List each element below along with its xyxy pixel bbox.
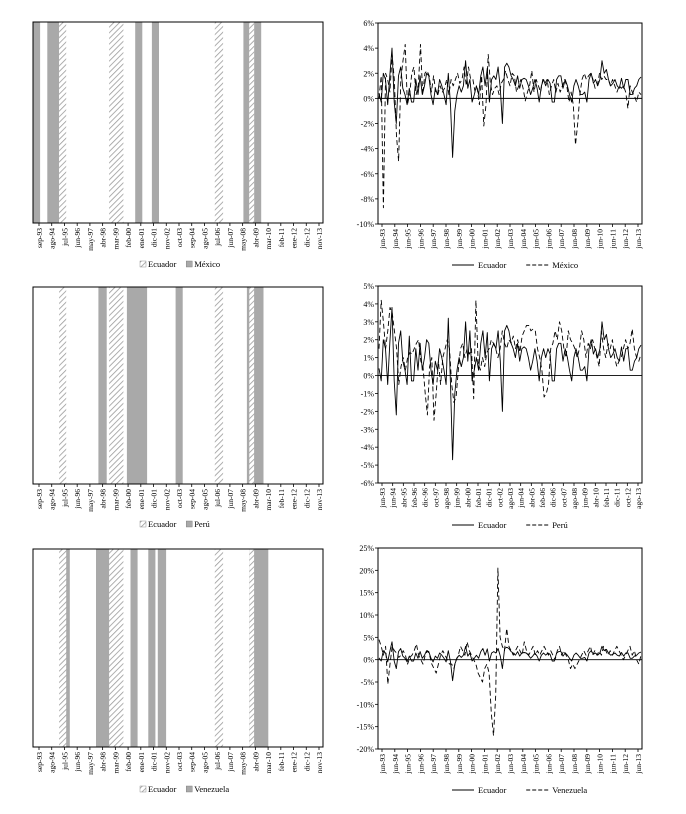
- y-tick-label: -5%: [360, 678, 374, 687]
- x-tick-label: jun-11: [608, 229, 618, 249]
- x-tick-label: mar-10: [264, 228, 274, 250]
- x-tick-label: jun-08: [570, 229, 579, 249]
- series-line-ecuador: [379, 308, 641, 460]
- y-tick-label: -8%: [360, 194, 374, 204]
- ecuador-period-bar: [109, 287, 123, 484]
- x-tick-label: feb-00: [124, 489, 134, 509]
- x-tick-label: jul-06: [213, 489, 223, 507]
- x-tick-label: sep-93: [35, 228, 44, 248]
- x-tick-label: jun-05: [531, 229, 541, 249]
- other-period-bar: [176, 287, 183, 484]
- x-tick-label: ago-13: [634, 488, 643, 509]
- x-tick-label: ene-12: [289, 489, 299, 510]
- ecuador-period-bar: [215, 22, 223, 223]
- x-tick-label: sep-04: [187, 228, 197, 248]
- legend-label: Ecuador: [478, 520, 507, 530]
- x-tick-label: ago-94: [47, 228, 57, 249]
- chart-1: [33, 22, 324, 269]
- y-tick-label: -2%: [360, 119, 374, 129]
- x-tick-label: oct-97: [431, 488, 441, 508]
- x-tick-label: abr-09: [251, 489, 261, 509]
- x-tick-label: jun-97: [429, 229, 439, 249]
- legend: [452, 520, 569, 530]
- x-tick-label: jun-01: [480, 754, 490, 774]
- legend-swatch: [186, 261, 192, 267]
- ecuador-period-bar: [249, 549, 254, 747]
- x-tick-label: jun-09: [582, 229, 592, 249]
- x-tick-label: mar-10: [264, 752, 274, 774]
- other-period-bar: [131, 549, 138, 747]
- x-tick-label: jun-96: [73, 228, 83, 248]
- x-tick-label: may-08: [238, 752, 248, 775]
- x-tick-label: jun-04: [518, 754, 528, 774]
- other-period-bar: [47, 22, 59, 223]
- y-tick-label: -20%: [356, 745, 374, 754]
- other-period-bar: [33, 22, 40, 223]
- x-tick-label: jun-05: [531, 754, 541, 774]
- x-tick-label: dic-01: [484, 488, 494, 508]
- x-tick-label: ene-12: [289, 752, 299, 773]
- x-tick-label: jun-99: [454, 229, 464, 249]
- x-tick-label: ago-08: [570, 488, 579, 509]
- x-tick-label: mar-10: [264, 489, 274, 511]
- x-tick-label: ago-03: [506, 488, 515, 509]
- x-tick-label: ago-94: [47, 489, 57, 510]
- x-tick-label: feb-11: [602, 488, 611, 508]
- x-tick-label: may-08: [238, 489, 248, 512]
- legend-label: Ecuador: [148, 519, 177, 529]
- x-tick-label: jun-98: [442, 754, 451, 774]
- x-tick-label: jun-98: [442, 229, 451, 249]
- y-tick-label: 10%: [359, 611, 374, 620]
- other-period-bar: [254, 22, 261, 223]
- chart-2: [357, 19, 643, 270]
- y-tick-label: -10%: [356, 700, 374, 710]
- legend: [140, 784, 229, 794]
- x-tick-label: jun-07: [557, 229, 567, 249]
- legend-swatch: [140, 261, 146, 267]
- x-tick-label: jul-95: [60, 752, 70, 770]
- x-tick-label: jun-07: [225, 489, 235, 509]
- x-tick-label: dic-11: [612, 488, 622, 507]
- x-tick-label: jun-01: [480, 229, 490, 249]
- ecuador-period-bar: [59, 22, 66, 223]
- y-tick-label: -3%: [360, 425, 374, 435]
- x-tick-label: abr-09: [251, 752, 261, 772]
- legend-label: Venezuela: [194, 784, 230, 794]
- other-period-bar: [243, 22, 249, 223]
- y-tick-label: -6%: [360, 169, 374, 179]
- other-period-bar: [158, 549, 166, 747]
- x-tick-label: jul-06: [213, 228, 223, 246]
- x-tick-label: sep-04: [187, 489, 197, 509]
- legend-swatch: [186, 521, 192, 527]
- legend-swatch: [140, 786, 146, 792]
- x-tick-label: dic-06: [548, 488, 558, 508]
- plot-frame: [378, 286, 642, 483]
- x-tick-label: nov-13: [315, 489, 324, 511]
- x-tick-label: jun-97: [429, 754, 439, 774]
- legend-label: Ecuador: [148, 784, 177, 794]
- x-tick-label: jun-94: [390, 229, 400, 249]
- y-tick-label: 3%: [363, 317, 374, 327]
- y-tick-label: -15%: [356, 722, 374, 732]
- x-tick-label: jun-02: [493, 754, 503, 774]
- y-tick-label: 2%: [363, 335, 374, 345]
- y-tick-label: 5%: [363, 282, 374, 291]
- x-tick-label: nov-13: [315, 228, 324, 250]
- x-tick-label: abr-98: [98, 489, 108, 509]
- y-tick-label: -2%: [360, 407, 374, 417]
- x-tick-label: jun-13: [634, 229, 643, 249]
- x-tick-label: oct-02: [495, 488, 505, 508]
- x-tick-label: dic-01: [149, 752, 159, 772]
- x-tick-label: abr-95: [399, 488, 409, 508]
- x-tick-label: jun-96: [73, 489, 83, 509]
- x-tick-label: nov-13: [315, 752, 324, 774]
- x-tick-label: abr-98: [98, 228, 108, 248]
- x-tick-label: oct-07: [559, 488, 569, 508]
- x-tick-label: may-97: [85, 752, 95, 775]
- x-tick-label: feb-06: [538, 488, 547, 508]
- legend: [140, 519, 211, 529]
- ecuador-period-bar: [59, 287, 66, 484]
- ecuador-period-bar: [249, 287, 254, 484]
- x-tick-label: oct-12: [623, 488, 633, 508]
- ecuador-period-bar: [109, 549, 123, 747]
- x-tick-label: jun-08: [570, 754, 579, 774]
- legend-label: Ecuador: [148, 259, 177, 269]
- y-tick-label: -10%: [356, 220, 374, 229]
- x-tick-label: mar-99: [111, 489, 121, 511]
- legend: [452, 785, 587, 795]
- y-tick-label: 25%: [359, 544, 374, 553]
- x-tick-label: sep-04: [187, 752, 197, 772]
- legend-label: Venezuela: [552, 785, 588, 795]
- legend-label: Ecuador: [478, 260, 507, 270]
- chart-3: [33, 287, 324, 529]
- x-tick-label: oct-03: [175, 489, 184, 509]
- series-line-other: [379, 44, 641, 207]
- x-tick-label: feb-00: [124, 752, 134, 772]
- x-tick-label: jun-96: [416, 754, 426, 774]
- plot-area: [33, 549, 323, 747]
- x-tick-label: ene-01: [136, 228, 146, 249]
- series-line-ecuador: [379, 48, 641, 157]
- x-tick-label: may-08: [238, 227, 248, 251]
- x-tick-label: jun-93: [378, 488, 387, 508]
- y-tick-label: 2%: [363, 69, 374, 79]
- ecuador-period-bar: [109, 22, 123, 223]
- x-tick-label: may-97: [85, 228, 95, 251]
- y-tick-label: 0%: [363, 94, 374, 104]
- chart-4: [361, 282, 643, 530]
- x-tick-label: ene-01: [136, 752, 146, 773]
- x-tick-label: jun-95: [403, 754, 413, 774]
- x-tick-label: dic-12: [302, 489, 312, 509]
- x-tick-label: jun-07: [225, 752, 235, 772]
- x-tick-label: jun-04: [518, 229, 528, 249]
- ecuador-period-bar: [215, 287, 223, 484]
- y-tick-label: 0%: [363, 371, 374, 381]
- x-tick-label: jul-06: [213, 752, 223, 770]
- y-tick-label: -6%: [360, 479, 374, 488]
- legend-label: Ecuador: [478, 785, 507, 795]
- legend: [452, 260, 578, 270]
- y-tick-label: 0%: [363, 655, 374, 665]
- x-tick-label: nov-02: [162, 752, 172, 774]
- legend-label: Perú: [552, 520, 568, 530]
- x-tick-label: jun-95: [403, 229, 413, 249]
- other-period-bar: [135, 22, 142, 223]
- x-tick-label: abr-00: [463, 488, 473, 508]
- x-tick-label: jun-94: [388, 488, 398, 508]
- x-tick-label: jun-07: [557, 754, 567, 774]
- x-tick-label: feb-96: [410, 488, 419, 508]
- x-tick-label: mar-99: [111, 228, 121, 250]
- x-tick-label: jun-12: [621, 754, 631, 774]
- x-tick-label: jun-96: [73, 752, 83, 772]
- x-tick-label: abr-10: [591, 488, 601, 508]
- x-tick-label: dic-96: [420, 488, 430, 508]
- x-tick-label: mar-99: [111, 752, 121, 774]
- x-tick-label: jun-99: [454, 754, 464, 774]
- y-tick-label: 4%: [363, 299, 374, 309]
- ecuador-period-bar: [249, 22, 254, 223]
- x-tick-label: jun-96: [416, 229, 426, 249]
- other-period-bar: [148, 549, 155, 747]
- other-period-bar: [152, 22, 159, 223]
- x-tick-label: jun-00: [467, 229, 477, 249]
- x-tick-label: sep-93: [35, 752, 44, 772]
- x-tick-label: jun-09: [580, 488, 590, 508]
- x-tick-label: oct-03: [175, 228, 184, 248]
- x-tick-label: jun-09: [582, 754, 592, 774]
- y-tick-label: 20%: [359, 566, 374, 576]
- x-tick-label: ago-05: [200, 752, 210, 773]
- x-tick-label: jun-06: [544, 754, 554, 774]
- other-period-bar: [98, 287, 106, 484]
- x-tick-label: abr-98: [98, 752, 108, 772]
- x-tick-label: dic-12: [302, 752, 312, 772]
- x-tick-label: ene-01: [136, 489, 146, 510]
- x-tick-label: feb-00: [124, 228, 134, 248]
- x-tick-label: ene-12: [289, 228, 299, 249]
- y-tick-label: 15%: [359, 588, 374, 598]
- x-tick-label: jun-00: [467, 754, 477, 774]
- x-tick-label: jun-03: [506, 229, 515, 249]
- x-tick-label: jun-06: [544, 229, 554, 249]
- x-tick-label: feb-11: [276, 228, 286, 248]
- x-tick-label: abr-05: [527, 488, 537, 508]
- x-tick-label: ago-05: [200, 228, 210, 249]
- legend-swatch: [186, 786, 192, 792]
- x-tick-label: jun-07: [225, 228, 235, 248]
- x-tick-label: jun-94: [390, 754, 400, 774]
- x-tick-label: abr-09: [251, 228, 261, 248]
- other-period-bar: [127, 287, 147, 484]
- x-tick-label: nov-02: [162, 489, 172, 511]
- x-tick-label: jun-93: [378, 754, 387, 774]
- x-tick-label: dic-12: [302, 228, 312, 248]
- x-tick-label: jun-04: [516, 488, 526, 508]
- plot-area: [33, 22, 323, 223]
- ecuador-period-bar: [215, 549, 223, 747]
- x-tick-label: jul-95: [60, 489, 70, 507]
- y-tick-label: 1%: [363, 353, 374, 363]
- x-tick-label: may-97: [85, 489, 95, 512]
- legend-swatch: [140, 521, 146, 527]
- x-tick-label: feb-11: [276, 752, 286, 772]
- y-tick-label: 6%: [363, 19, 374, 28]
- x-tick-label: jun-93: [378, 229, 387, 249]
- x-tick-label: jun-10: [595, 754, 605, 774]
- x-tick-label: oct-03: [175, 752, 184, 772]
- x-tick-label: ago-94: [47, 752, 57, 773]
- ecuador-period-bar: [59, 549, 66, 747]
- legend-label: México: [194, 259, 221, 269]
- x-tick-label: jul-95: [60, 228, 70, 246]
- legend-label: México: [552, 260, 579, 270]
- y-tick-label: -4%: [360, 144, 374, 154]
- y-tick-label: -5%: [360, 461, 374, 471]
- series-line-other: [379, 568, 641, 736]
- y-tick-label: 5%: [363, 633, 374, 643]
- y-tick-label: 4%: [363, 44, 374, 54]
- chart-5: [33, 549, 324, 794]
- x-tick-label: ago-98: [442, 488, 451, 509]
- x-tick-label: jun-03: [506, 754, 515, 774]
- x-tick-label: feb-11: [276, 489, 286, 509]
- x-tick-label: jun-10: [595, 229, 605, 249]
- y-tick-label: -1%: [360, 389, 374, 399]
- x-tick-label: feb-01: [474, 488, 483, 508]
- y-tick-label: -4%: [360, 443, 374, 453]
- series-line-other: [379, 300, 641, 420]
- x-tick-label: nov-02: [162, 228, 172, 250]
- chart-6: [357, 544, 643, 795]
- x-tick-label: sep-93: [35, 489, 44, 509]
- legend: [140, 259, 220, 269]
- legend-label: Perú: [194, 519, 210, 529]
- x-tick-label: jun-11: [608, 754, 618, 774]
- x-tick-label: jun-02: [493, 229, 503, 249]
- x-tick-label: dic-01: [149, 489, 159, 509]
- x-tick-label: dic-01: [149, 228, 159, 248]
- x-tick-label: jun-99: [452, 488, 462, 508]
- x-tick-label: jun-13: [634, 754, 643, 774]
- plot-frame: [378, 23, 642, 224]
- x-tick-label: jun-12: [621, 229, 631, 249]
- x-tick-label: ago-05: [200, 489, 210, 510]
